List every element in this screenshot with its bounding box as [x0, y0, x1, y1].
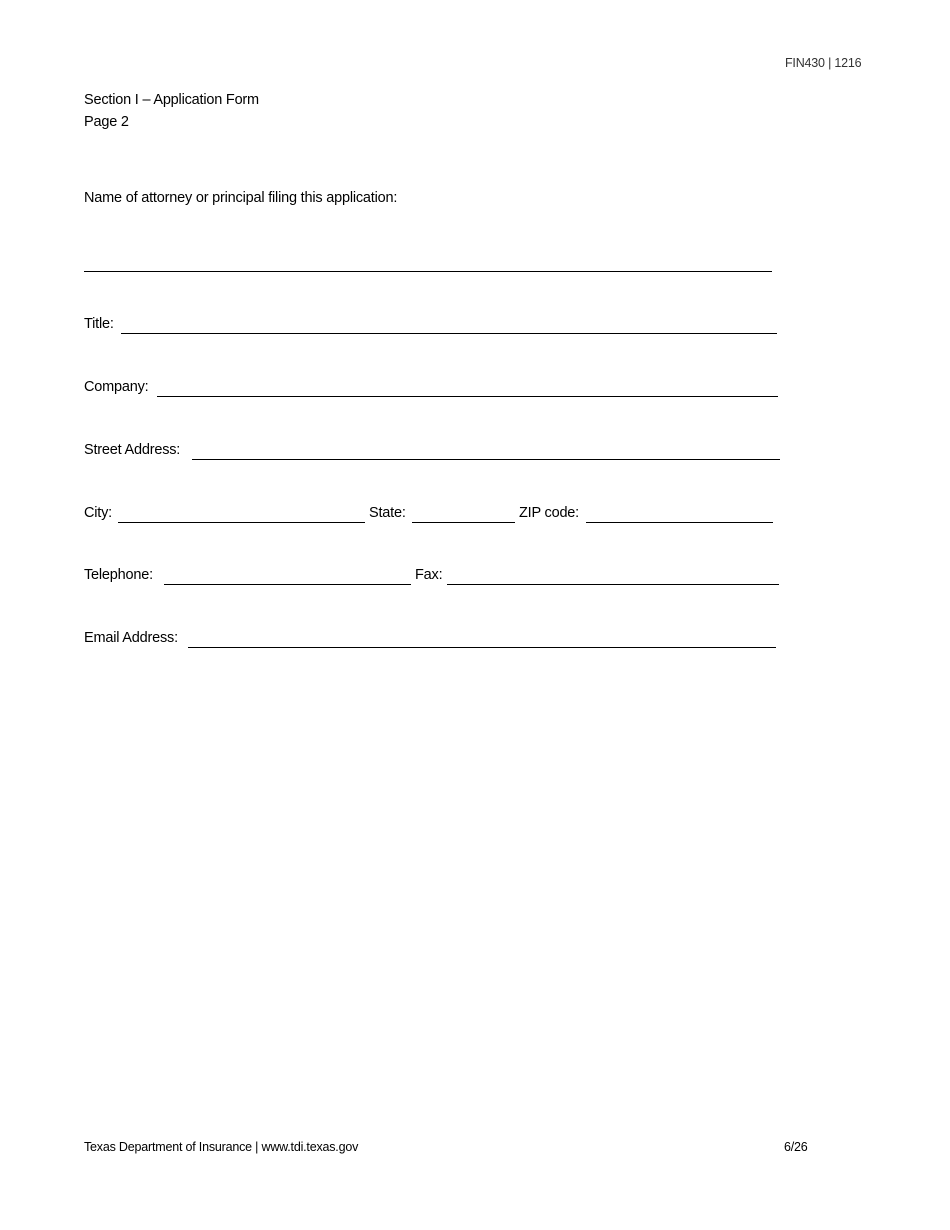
footer-page-number: 6/26 [784, 1140, 808, 1154]
company-field[interactable] [84, 377, 784, 397]
title-label: Title: [84, 316, 114, 332]
zip-label: ZIP code: [519, 505, 579, 521]
fax-input-line[interactable] [447, 565, 779, 585]
telephone-label: Telephone: [84, 567, 153, 583]
zip-input-line[interactable] [586, 503, 773, 523]
company-input-line[interactable] [157, 377, 778, 397]
telephone-input-line[interactable] [164, 565, 411, 585]
company-label: Company: [84, 379, 149, 395]
fax-label: Fax: [415, 567, 443, 583]
section-title: Section I – Application Form [84, 92, 259, 108]
email-input-line[interactable] [188, 628, 776, 648]
attorney-name-field[interactable] [84, 252, 784, 272]
city-state-zip-row [84, 503, 784, 523]
form-code: FIN430 | 1216 [785, 56, 862, 70]
city-label: City: [84, 505, 113, 521]
email-field[interactable] [84, 628, 784, 648]
street-address-label: Street Address: [84, 442, 181, 458]
attorney-name-prompt: Name of attorney or principal filing this application: [84, 190, 398, 206]
title-field[interactable] [84, 314, 784, 334]
street-address-input-line[interactable] [192, 440, 780, 460]
title-input-line[interactable] [121, 314, 777, 334]
state-input-line[interactable] [412, 503, 515, 523]
state-label: State: [369, 505, 406, 521]
street-address-field[interactable] [84, 440, 784, 460]
attorney-name-line[interactable] [84, 252, 772, 272]
email-label: Email Address: [84, 630, 178, 646]
city-input-line[interactable] [118, 503, 365, 523]
telephone-fax-row [84, 565, 784, 585]
page-label: Page 2 [84, 114, 129, 130]
footer-org: Texas Department of Insurance | www.tdi.texas.gov [84, 1140, 359, 1154]
